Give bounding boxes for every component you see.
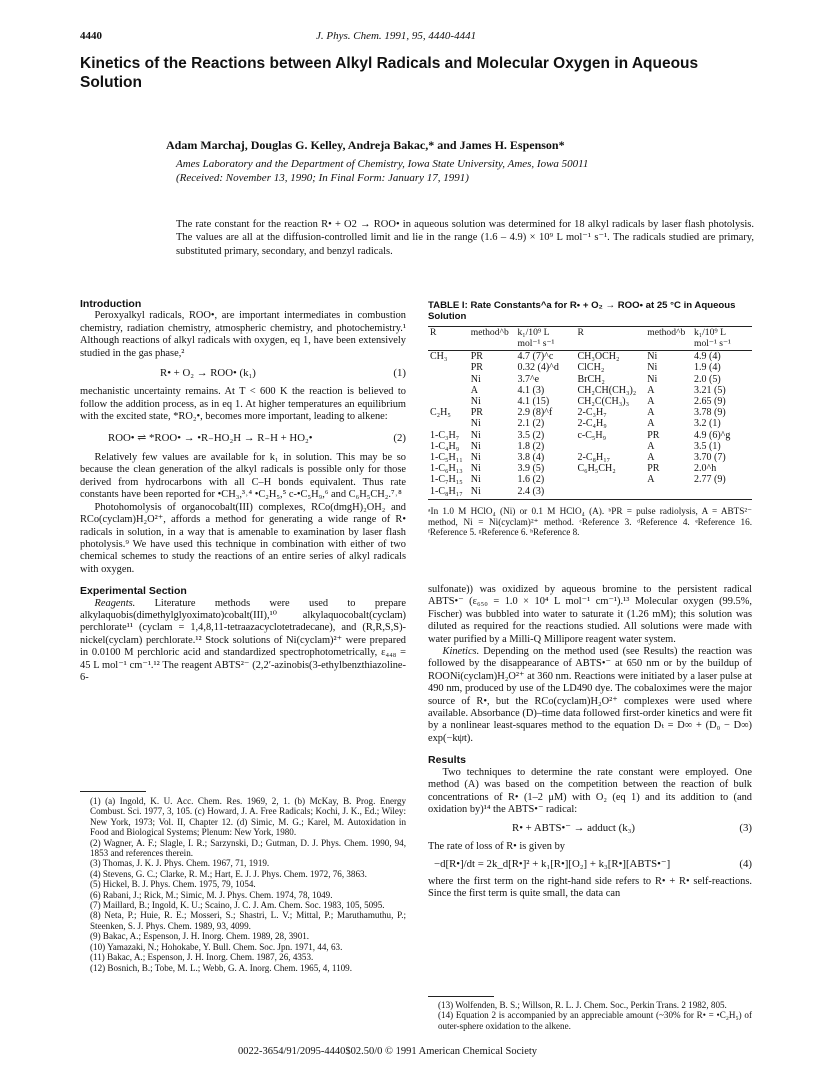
reference-item: (6) Rabani, J.; Rick, M.; Simic, M. J. Phys. Chem. 1974, 78, 1049. [90, 889, 333, 900]
table-row [428, 430, 752, 441]
table-cell: 2.1 (2) [517, 418, 545, 430]
reagents-lead: Reagents. [94, 597, 136, 609]
table-header-row [428, 327, 752, 351]
table-cell: 3.5 (1) [694, 440, 721, 452]
table-row [428, 351, 752, 363]
table-cell: Ni [470, 440, 481, 452]
table-cell: 3.7^e [517, 373, 540, 385]
received-dates: (Received: November 13, 1990; In Final Form: January 17, 1991) [176, 171, 469, 184]
table-cell [692, 486, 752, 497]
equation-1-number: (1) [393, 367, 406, 380]
results-paragraph-3: where the first term on the right-hand side refers to R• + R• self-reactions. Since the first term is quite small, the data can [428, 875, 752, 899]
equation-2 [80, 432, 406, 444]
table-cell: c-C₅H₉ [577, 429, 607, 441]
table-cell: C₂H₅ [430, 407, 451, 419]
table-cell: 4.1 (15) [517, 396, 550, 408]
footnote-rule [80, 791, 146, 792]
affiliation: Ames Laboratory and the Department of Chemistry, Iowa State University, Ames, Iowa 50011 [176, 158, 589, 170]
table-cell [575, 441, 645, 452]
table-cell: 3.2 (1) [694, 418, 721, 430]
table-block [428, 300, 752, 538]
table-cell: BrCH₂ [577, 373, 605, 385]
reference-item: (1) (a) Ingold, K. U. Acc. Chem. Res. 1969, 2, 1. (b) McKay, B. Prog. Energy Combust. Sci. 1977, 3, 105. (c) Howard, J. A. Free Radicals; Kochi, J. K., Ed.; Wiley: New York, 1973; Vol. II, Chapter 12. (d) Simic, M. G.; Karel, M. Autoxidation in Food and Biological Systems; Plenum: New York, 1980. [90, 796, 406, 838]
equation-4-body: −d[R•]/dt = 2k_d[R•]² + k₁[R•][O₂] + k₃[R•][ABTS•⁻] [434, 858, 671, 871]
reference-item: (8) Neta, P.; Huie, R. E.; Mosseri, S.; Shastri, L. V.; Mittal, P.; Maruthamuthu, P.; Steenken, S. J. Phys. Chem. 1989, 93, 4099. [90, 910, 406, 931]
left-column [80, 298, 406, 684]
references-left [80, 796, 406, 973]
table-cell: A [647, 396, 655, 408]
table-cell: 1.6 (2) [517, 474, 545, 486]
table-cell: 1-C₈H₁₇ [430, 485, 463, 497]
equation-1-body: R• + O₂ → ROO• (k₁) [160, 367, 256, 380]
reference-item: (4) Stevens, G. C.; Clarke, R. M.; Hart, E. J. J. Phys. Chem. 1972, 76, 3863. [90, 868, 367, 879]
table-cell: ClCH₂ [577, 362, 605, 374]
results-paragraph-2: The rate of loss of R• is given by [428, 840, 565, 852]
intro-paragraph-3: Relatively few values are available for k₁ in solution. This may be so because the clean generation of the alkyl radicals is possible only for those derived from hydrocarbons with all C–H bonds equivalent. Thus rate constants have been reported for •CH₃,³˒⁴ •C₂H₅,⁵ c-•C₅H₉,⁶ and C₆H₅CH₂.⁷˒⁸ [80, 452, 406, 501]
table-cell: A [647, 418, 655, 430]
abstract: The rate constant for the reaction R• + O2 → ROO• in aqueous solution was determined for 18 alkyl radicals by laser flash photolysis. The values are all at the diffusion-controlled limit and lie in the range (1.6 – 4.9) × 10⁹ L mol⁻¹ s⁻¹. The radicals studied are primary, substituted primary, secondary, and benzyl radicals. [176, 219, 754, 257]
table-caption: TABLE I: Rate Constants^a for R• + O₂ → ROO• at 25 °C in Aqueous Solution [428, 300, 736, 323]
table-cell: Ni [470, 452, 481, 464]
page-number: 4440 [80, 30, 102, 42]
table-cell: 1.9 (4) [694, 362, 721, 374]
table-cell: 4.9 (6)^g [694, 429, 731, 441]
reference-item: (5) Hickel, B. J. Phys. Chem. 1975, 79, 1054. [90, 879, 256, 890]
kinetics-paragraph [428, 646, 752, 745]
table-cell: PR [470, 351, 483, 363]
references-right [428, 1000, 752, 1031]
equation-1 [80, 367, 406, 379]
authors: Adam Marchaj, Douglas G. Kelley, Andreja Bakac,* and James H. Espenson* [166, 138, 565, 152]
reference-item: (12) Bosnich, B.; Tobe, M. L.; Webb, G. A. Inorg. Chem. 1965, 4, 1109. [90, 962, 353, 973]
reference-item: (3) Thomas, J. K. J. Phys. Chem. 1967, 71, 1919. [90, 858, 270, 869]
kinetics-lead: Kinetics. [442, 646, 480, 658]
table-cell: 2-C₈H₁₇ [577, 452, 611, 464]
table-cell [428, 362, 469, 373]
table-cell: A [647, 474, 655, 486]
equation-3-number: (3) [739, 822, 752, 835]
table-cell: CH₃ [430, 351, 448, 363]
table-cell: 3.8 (4) [517, 452, 545, 464]
table-cell: Ni [647, 362, 658, 374]
table-cell: 1-C₇H₁₅ [430, 474, 463, 486]
table-cell: 1-C₆H₁₃ [430, 463, 463, 475]
table-cell: Ni [647, 351, 658, 363]
journal-citation: J. Phys. Chem. 1991, 95, 4440-4441 [316, 30, 477, 42]
table-header-cell: method^b [469, 327, 516, 351]
introduction-heading: Introduction [80, 298, 142, 310]
reagents-paragraph [80, 598, 406, 685]
table-cell: 3.9 (5) [517, 463, 545, 475]
table-cell: A [647, 407, 655, 419]
table-cell: 2.9 (8)^f [517, 407, 553, 419]
table-row [428, 418, 752, 429]
table-cell: 2.77 (9) [694, 474, 726, 486]
table-header-cell: R [575, 327, 645, 351]
equation-3 [428, 822, 752, 834]
reference-item: (11) Bakac, A.; Espenson, J. H. Inorg. Chem. 1987, 26, 4353. [90, 952, 314, 963]
table-header-cell: method^b [645, 327, 692, 351]
table-cell: PR [470, 407, 483, 419]
table-header-cell: k₁/10⁹ L mol⁻¹ s⁻¹ [515, 327, 575, 351]
article-title: Kinetics of the Reactions between Alkyl Radicals and Molecular Oxygen in Aqueous Solution [80, 55, 699, 91]
table-cell: CH₂C(CH₃)₃ [577, 396, 630, 408]
results-heading: Results [428, 754, 466, 767]
table-cell: 2-C₃H₇ [577, 407, 607, 419]
table-cell: 2.65 (9) [694, 396, 726, 408]
table-row [428, 463, 752, 474]
table-cell: CH₃OCH₂ [577, 351, 620, 363]
reagents-continued: sulfonate)) was oxidized by aqueous bromine to the persistent radical ABTS•⁻ (ε₆₅₀ = 1.0 × 10⁴ L mol⁻¹ cm⁻¹).¹³ Molecular oxygen (99.5%, Fischer) was bubbled into water to saturate it (1.26 mM); this solution was diluted as required for the reactions studied. All solutions were made with water purified by a Milli-Q Millipore reagent water system. [428, 584, 752, 645]
equation-4 [428, 858, 752, 870]
table-row [428, 385, 752, 396]
table-cell: 2-C₄H₉ [577, 418, 607, 430]
equation-3-body: R• + ABTS•⁻ → adduct (k₃) [512, 822, 635, 835]
intro-paragraph-2: mechanistic uncertainty remains. At T < 600 K the reaction is believed to follow the addition process, as in eq 1. At higher temperatures an equilibrium with the excited state, *RO₂•, becomes more important, leading to alkene: [80, 386, 406, 423]
table-cell [428, 385, 469, 396]
table-row [428, 396, 752, 407]
table-cell: 4.7 (7)^c [517, 351, 554, 363]
table-cell: Ni [470, 373, 481, 385]
table-cell: 1.8 (2) [517, 440, 545, 452]
reference-item: (9) Bakac, A.; Espenson, J. H. Inorg. Chem. 1989, 28, 3901. [90, 931, 310, 942]
table-cell: 0.32 (4)^d [517, 362, 559, 374]
table-row [428, 362, 752, 373]
table-cell: 4.1 (3) [517, 384, 545, 396]
table-cell: 3.21 (5) [694, 384, 726, 396]
intro-paragraph-4: Photohomolysis of organocobalt(III) complexes, RCo(dmgH)₂OH₂ and RCo(cyclam)H₂O²⁺, affords a method for generating a wide range of R• radicals in solution, in a way that is amenable to examination by laser flash photolysis.⁹ We have used this technique in combination with either of two chemical schemes to study the reactions of an entire series of alkyl radicals with oxygen. [80, 501, 406, 575]
footnote-rule-right [428, 996, 494, 997]
affiliation-block [176, 158, 736, 185]
table-cell: A [470, 384, 478, 396]
table-cell: Ni [647, 373, 658, 385]
right-column [428, 584, 752, 900]
table-cell [428, 418, 469, 429]
page-footer: 0022-3654/91/2095-4440$02.50/0 © 1991 American Chemical Society [238, 1046, 538, 1057]
table-bottom-rule [428, 499, 752, 500]
table-cell: 1-C₃H₇ [430, 429, 460, 441]
table-cell: Ni [470, 463, 481, 475]
table-header-cell: k₁/10⁹ L mol⁻¹ s⁻¹ [692, 327, 752, 351]
reference-item: (14) Equation 2 is accompanied by an appreciable amount (~30% for R• = •C₂H₅) of outer-sphere oxidation to the alkene. [438, 1010, 752, 1031]
table-header-cell: R [428, 327, 469, 351]
table-cell: Ni [470, 485, 481, 497]
table-row [428, 474, 752, 485]
rate-constants-table [428, 327, 752, 497]
table-cell: 3.78 (9) [694, 407, 726, 419]
equation-2-body: ROO• ⇌ *ROO• → •R₋HO₂H → R₋H + HO₂• [108, 431, 313, 444]
table-cell [575, 486, 645, 497]
table-cell: Ni [470, 418, 481, 430]
table-cell: 4.9 (4) [694, 351, 721, 363]
table-cell: 1-C₄H₉ [430, 440, 460, 452]
table-cell: 3.5 (2) [517, 429, 545, 441]
table-cell: PR [647, 463, 660, 475]
table-cell: Ni [470, 396, 481, 408]
table-cell: 2.0^h [694, 463, 717, 475]
table-row [428, 441, 752, 452]
table-row [428, 486, 752, 497]
table-row [428, 407, 752, 418]
reference-item: (13) Wolfenden, B. S.; Willson, R. L. J. Chem. Soc., Perkin Trans. 2 1982, 805. [438, 1000, 727, 1010]
table-cell: PR [647, 429, 660, 441]
table-row [428, 374, 752, 385]
table-footnote: ᵃIn 1.0 M HClO₄ (Ni) or 0.1 M HClO₄ (A). ᵇPR = pulse radiolysis, A = ABTS²⁻ method, Ni = Ni(cyclam)²⁺ method. ᶜReference 3. ᵈReference 4. ᵉReference 16. ᶠReference 5. ᵍReference 6. ʰReference 8. [428, 505, 752, 538]
table-cell: CH₂CH(CH₃)₂ [577, 384, 637, 396]
table-cell: A [647, 384, 655, 396]
table-cell [645, 486, 692, 497]
reference-item: (2) Wagner, A. F.; Slagle, I. R.; Sarzynski, D.; Gutman, D. J. Phys. Chem. 1990, 94, 1853 and references therein. [90, 837, 406, 859]
table-cell [428, 374, 469, 385]
equation-4-number: (4) [739, 858, 752, 871]
results-paragraph-1: Two techniques to determine the rate constant were employed. One method (A) was based on the competition between the reaction of bulk concentrations of R• (1–2 μM) with O₂ (eq 1) and its addition to (and oxidation by)¹⁴ the ABTS•⁻ radical: [428, 766, 752, 815]
table-cell [428, 396, 469, 407]
kinetics-text: Depending on the method used (see Results) the reaction was followed by the disappearance of ABTS•⁻ at 650 nm or by the buildup of ROONi(cyclam)H₂O²⁺ at 360 nm. Reactions were initiated by a laser pulse at 490 nm, produced by use of the LD490 dye. The cobaloximes were the major source of R•, but the RCo(cyclam)H₂O²⁺ complexes were used where available. Absorbance (D)–time data followed first-order kinetics and were fit by a nonlinear least-squares method to the equation Dₜ = D∞ + (D₀ − D∞) exp(−kψt). [428, 646, 752, 744]
table-cell: 2.0 (5) [694, 373, 721, 385]
equation-2-number: (2) [393, 431, 406, 444]
table-cell: 1-C₅H₁₁ [430, 452, 463, 464]
table-cell: PR [470, 362, 483, 374]
reagents-text: Literature methods were used to prepare alkylaquobis(dimethylglyoximato)cobalt(III),¹⁰ alkylaquocobalt(cyclam) perchlorate¹¹ (cyclam = 1,4,8,11-tetraazacyclotetradecane), and (R,R,S,S)-nickel(cyclam) perchlorate.¹² Stock solutions of Ni(cyclam)²⁺ were prepared in 0.0100 M perchloric acid and standardized spectrophotometrically, ε₄₄₈ = 45 L mol⁻¹ cm⁻¹.¹² The reagent ABTS²⁻ (2,2′-azinobis(3-ethylbenzthiazoline-6- [80, 597, 406, 683]
table-cell: Ni [470, 429, 481, 441]
table-cell: C₆H₅CH₂ [577, 463, 616, 475]
intro-paragraph-1: Peroxyalkyl radicals, ROO•, are important intermediates in combustion chemistry, radiation chemistry, atmospheric chemistry, and photochemistry.¹ Although reactions of alkyl radicals with oxygen, eq 1, have been extensively studied in the gas phase,² [80, 310, 406, 359]
experimental-heading: Experimental Section [80, 585, 187, 598]
table-cell: A [647, 452, 655, 464]
table-cell: A [647, 440, 655, 452]
table-row [428, 452, 752, 463]
table-cell [575, 474, 645, 485]
table-cell: 2.4 (3) [517, 485, 545, 497]
table-cell: Ni [470, 474, 481, 486]
table-cell: 3.70 (7) [694, 452, 726, 464]
reference-item: (7) Maillard, B.; Ingold, K. U.; Scaino, J. C. J. Am. Chem. Soc. 1983, 105, 5095. [90, 900, 385, 911]
reference-item: (10) Yamazaki, N.; Hohokabe, Y. Bull. Chem. Soc. Jpn. 1971, 44, 63. [90, 941, 343, 952]
